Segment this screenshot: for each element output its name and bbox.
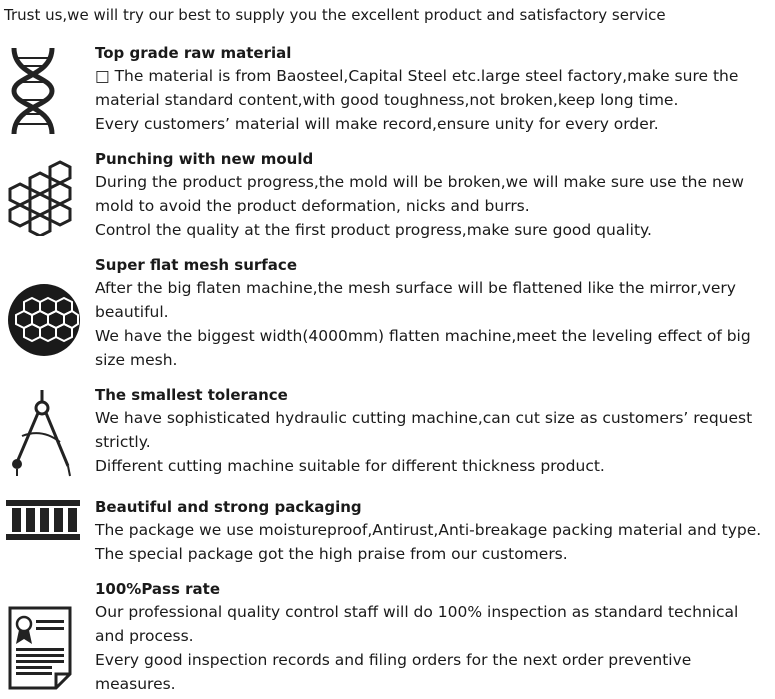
feature-line: Every customers’ material will make record,ensure unity for every order.	[95, 115, 659, 133]
mesh-disc-icon	[4, 280, 84, 360]
feature-line: beautiful.	[95, 303, 169, 321]
feature-title: Top grade raw material	[95, 44, 292, 62]
feature-line: Every good inspection records and filing orders for the next order preventive	[95, 651, 692, 669]
certificate-icon	[4, 604, 76, 690]
feature-line: We have sophisticated hydraulic cutting machine,can cut size as customers’ request	[95, 409, 753, 427]
feature-line: measures.	[95, 675, 176, 693]
feature-line: size mesh.	[95, 351, 178, 369]
feature-line: mold to avoid the product deformation, nicks and burrs.	[95, 197, 530, 215]
feature-line: □ The material is from Baosteel,Capital Steel etc.large steel factory,make sure the	[95, 67, 739, 85]
intro-text: Trust us,we will try our best to supply you the excellent product and satisfactory service	[4, 6, 666, 24]
feature-line: The special package got the high praise from our customers.	[95, 545, 568, 563]
feature-line: material standard content,with good toughness,not broken,keep long time.	[95, 91, 679, 109]
feature-title: 100%Pass rate	[95, 580, 220, 598]
feature-line: We have the biggest width(4000mm) flatten machine,meet the leveling effect of big	[95, 327, 751, 345]
feature-title: The smallest tolerance	[95, 386, 288, 404]
feature-line: Control the quality at the first product progress,make sure good quality.	[95, 221, 652, 239]
feature-line: strictly.	[95, 433, 151, 451]
feature-title: Punching with new mould	[95, 150, 314, 168]
feature-line: and process.	[95, 627, 194, 645]
feature-line: Our professional quality control staff will do 100% inspection as standard technical	[95, 603, 739, 621]
feature-line: During the product progress,the mold will be broken,we will make sure use the new	[95, 173, 744, 191]
feature-line: The package we use moistureproof,Antirust,Anti-breakage packing material and type.	[95, 521, 762, 539]
packaging-icon	[4, 498, 84, 544]
honeycomb-icon	[4, 156, 84, 236]
feature-title: Beautiful and strong packaging	[95, 498, 362, 516]
dna-icon	[4, 46, 62, 136]
feature-line: After the big flaten machine,the mesh surface will be flattened like the mirror,very	[95, 279, 736, 297]
feature-line: Different cutting machine suitable for different thickness product.	[95, 457, 605, 475]
feature-title: Super flat mesh surface	[95, 256, 297, 274]
compass-icon	[4, 388, 76, 478]
